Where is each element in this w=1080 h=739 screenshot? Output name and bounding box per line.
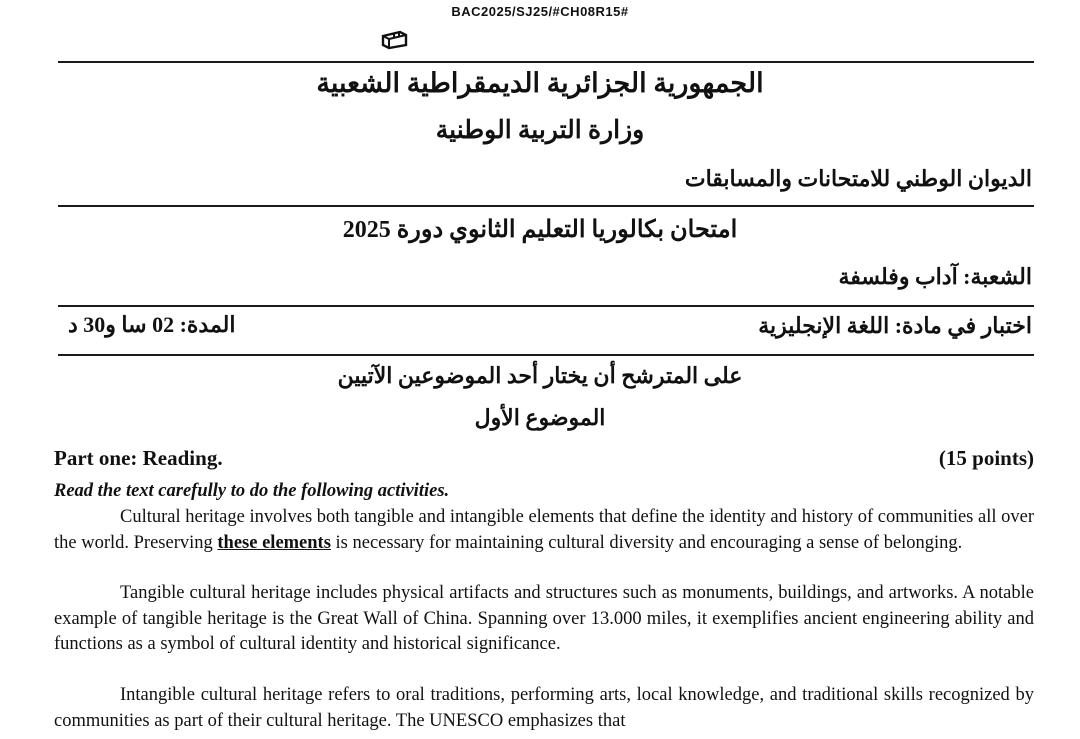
paragraph-3-text: Intangible cultural heritage refers to oral traditions, performing arts, local knowledge, and traditional skills recognized by communities as part of their cultural heritage. The UNESCO emphasizes that (54, 685, 1034, 731)
paragraph-1 (54, 505, 1034, 556)
paragraph-2 (54, 581, 1034, 658)
instruction-text: على المترشح أن يختار أحد الموضوعين الآتيين (337, 363, 743, 388)
paragraph-1-start: Cultural heritage involves both tangible and intangible elements that define the identity and history of communities all over the world. Preserving (54, 507, 1034, 553)
paragraph-2-text: Tangible cultural heritage includes physical artifacts and structures such as monuments, buildings, and artworks. A notable example of tangible heritage is the Great Wall of China. Spanning over 13.000 miles, it exemplifies ancient engineering ability and functions as a symbol of cultural identity and historical significance. (54, 583, 1034, 654)
stream-label: الشعبة: آداب وفلسفة (838, 264, 1032, 289)
top-rule (58, 61, 1034, 63)
part-points: (15 points) (938, 446, 1034, 470)
exam-code: BAC2025/SJ25/#CH08R15# (451, 4, 629, 19)
subject-rule-top (58, 305, 1034, 307)
office-rule (58, 205, 1034, 207)
underlined-phrase: these elements (217, 532, 331, 553)
republic-title: الجمهورية الجزائرية الديمقراطية الشعبية (316, 68, 764, 98)
paragraph-1-end: is necessary for maintaining cultural diversity and encouraging a sense of belonging. (330, 532, 963, 553)
exam-title: امتحان بكالوريا التعليم الثانوي دورة 2025 (342, 217, 738, 243)
ministry-title: وزارة التربية الوطنية (435, 117, 645, 144)
subject-label: اختبار في مادة: اللغة الإنجليزية (758, 313, 1032, 338)
office-name: الديوان الوطني للامتحانات والمسابقات (684, 166, 1032, 191)
page-marker-icon (380, 28, 410, 50)
subject-rule-bottom (58, 354, 1034, 356)
paragraph-3 (54, 683, 1034, 734)
reading-directions: Read the text carefully to do the following activities. (54, 481, 450, 501)
part-title: Part one: Reading. (54, 446, 223, 470)
duration-label: المدة: 02 سا و30 د (68, 312, 236, 337)
topic-title: الموضوع الأول (474, 405, 606, 430)
